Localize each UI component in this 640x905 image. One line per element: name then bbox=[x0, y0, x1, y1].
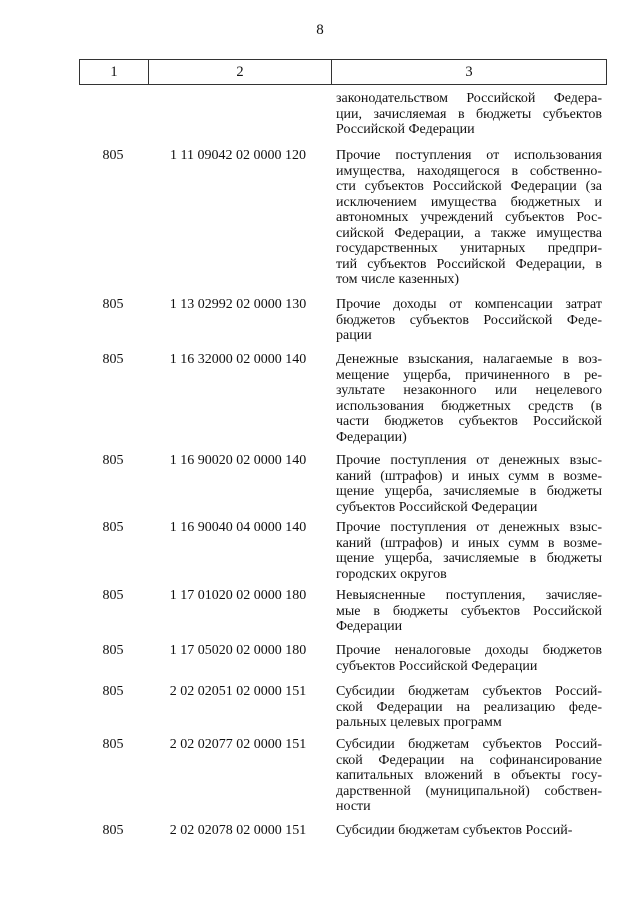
text-line: Прочие неналоговые доходы бюджетов bbox=[336, 643, 602, 658]
budget-classification-code: 2 02 02078 02 0000 151 bbox=[169, 823, 307, 838]
page-number: 8 bbox=[316, 22, 324, 38]
text-line: сийской Федерации, а также имущества bbox=[336, 225, 602, 241]
text-line: каний (штрафов) и иных сумм в возме- bbox=[336, 535, 602, 551]
revenue-description bbox=[336, 737, 602, 815]
header-col-1: 1 bbox=[80, 60, 149, 85]
budget-classification-code: 1 11 09042 02 0000 120 bbox=[170, 148, 306, 163]
budget-classification-code: 1 16 90020 02 0000 140 bbox=[169, 453, 307, 468]
revenue-description bbox=[336, 352, 602, 445]
budget-classification-code: 2 02 02077 02 0000 151 bbox=[169, 737, 307, 752]
text-line: использования бюджетных средств (в bbox=[336, 398, 602, 414]
text-line: Невыясненные поступления, зачисляе- bbox=[336, 588, 602, 603]
admin-code: 805 bbox=[102, 643, 124, 658]
text-line: ции, зачисляемая в бюджеты субъектов bbox=[336, 106, 602, 122]
text-line: ральных целевых программ bbox=[336, 715, 502, 730]
revenue-description bbox=[336, 297, 602, 344]
table-header bbox=[79, 59, 607, 85]
text-line: ской Федерации на реализацию феде- bbox=[336, 699, 602, 715]
header-col-3: 3 bbox=[332, 60, 607, 85]
admin-code: 805 bbox=[102, 297, 124, 312]
revenue-description bbox=[336, 453, 602, 515]
text-line: тий субъектов Российской Федерации, в bbox=[336, 256, 602, 272]
revenue-description bbox=[336, 684, 602, 731]
text-line: Прочие поступления от денежных взыс- bbox=[336, 520, 602, 535]
text-line: автономных учреждений субъектов Рос- bbox=[336, 210, 602, 225]
revenue-description bbox=[336, 148, 602, 288]
text-line: щение ущерба, зачисляемые в бюджеты bbox=[336, 484, 602, 499]
revenue-description bbox=[336, 823, 602, 839]
text-line: государственных унитарных предпри- bbox=[336, 241, 602, 256]
text-line: части бюджетов субъектов Российской bbox=[336, 414, 602, 429]
text-line: сти субъектов Российской Федерации (за bbox=[336, 179, 602, 194]
budget-classification-code: 1 17 01020 02 0000 180 bbox=[169, 588, 307, 603]
text-line: Субсидии бюджетам субъектов Россий- bbox=[336, 684, 602, 699]
text-line: ской Федерации на софинансирование bbox=[336, 752, 602, 768]
text-line: ности bbox=[336, 799, 371, 814]
admin-code: 805 bbox=[102, 520, 124, 535]
admin-code: 805 bbox=[102, 684, 124, 699]
admin-code: 805 bbox=[102, 352, 124, 367]
text-line: исключением имущества бюджетных и bbox=[336, 194, 602, 210]
text-line: бюджетов субъектов Российской Феде- bbox=[336, 312, 602, 328]
admin-code: 805 bbox=[102, 453, 124, 468]
admin-code: 805 bbox=[102, 588, 124, 603]
text-line: Федерации) bbox=[336, 429, 407, 445]
text-line: Российской Федерации bbox=[336, 122, 475, 137]
text-line: Прочие доходы от компенсации затрат bbox=[336, 297, 602, 312]
admin-code: 805 bbox=[102, 823, 124, 838]
text-line: законодательством Российской Федера- bbox=[336, 91, 602, 106]
budget-classification-code: 1 16 90040 04 0000 140 bbox=[169, 520, 307, 535]
text-line: Субсидии бюджетам субъектов Россий- bbox=[336, 823, 573, 838]
text-line: каний (штрафов) и иных сумм в возме- bbox=[336, 468, 602, 484]
header-col-2: 2 bbox=[149, 60, 332, 85]
revenue-description bbox=[336, 588, 602, 635]
text-line: рации bbox=[336, 328, 372, 343]
text-line: Прочие поступления от использования bbox=[336, 148, 602, 163]
budget-classification-code: 1 17 05020 02 0000 180 bbox=[169, 643, 307, 658]
text-line: Федерации bbox=[336, 619, 403, 634]
text-line: Прочие поступления от денежных взыс- bbox=[336, 453, 602, 468]
continuation-text bbox=[336, 91, 602, 138]
text-line: дарственной (муниципальной) собствен- bbox=[336, 783, 602, 799]
text-line: мещение ущерба, причиненного в ре- bbox=[336, 367, 602, 383]
text-line: субъектов Российской Федерации bbox=[336, 658, 538, 674]
budget-classification-code: 2 02 02051 02 0000 151 bbox=[169, 684, 307, 699]
text-line: имущества, находящегося в собственно- bbox=[336, 163, 602, 179]
text-line: капитальных вложений в объекты госу- bbox=[336, 768, 602, 783]
text-line: субъектов Российской Федерации bbox=[336, 499, 538, 515]
text-line: том числе казенных) bbox=[336, 272, 460, 287]
budget-classification-code: 1 16 32000 02 0000 140 bbox=[169, 352, 307, 367]
text-line: городских округов bbox=[336, 566, 447, 582]
admin-code: 805 bbox=[102, 737, 124, 752]
text-line: мые в бюджеты субъектов Российской bbox=[336, 603, 602, 619]
revenue-description bbox=[336, 643, 602, 674]
budget-classification-code: 1 13 02992 02 0000 130 bbox=[169, 297, 307, 312]
text-line: зультате незаконного или нецелевого bbox=[336, 383, 602, 398]
text-line: Денежные взыскания, налагаемые в воз- bbox=[336, 352, 602, 367]
admin-code: 805 bbox=[102, 148, 124, 163]
text-line: Субсидии бюджетам субъектов Россий- bbox=[336, 737, 602, 752]
text-line: щение ущерба, зачисляемые в бюджеты bbox=[336, 551, 602, 566]
revenue-description bbox=[336, 520, 602, 582]
